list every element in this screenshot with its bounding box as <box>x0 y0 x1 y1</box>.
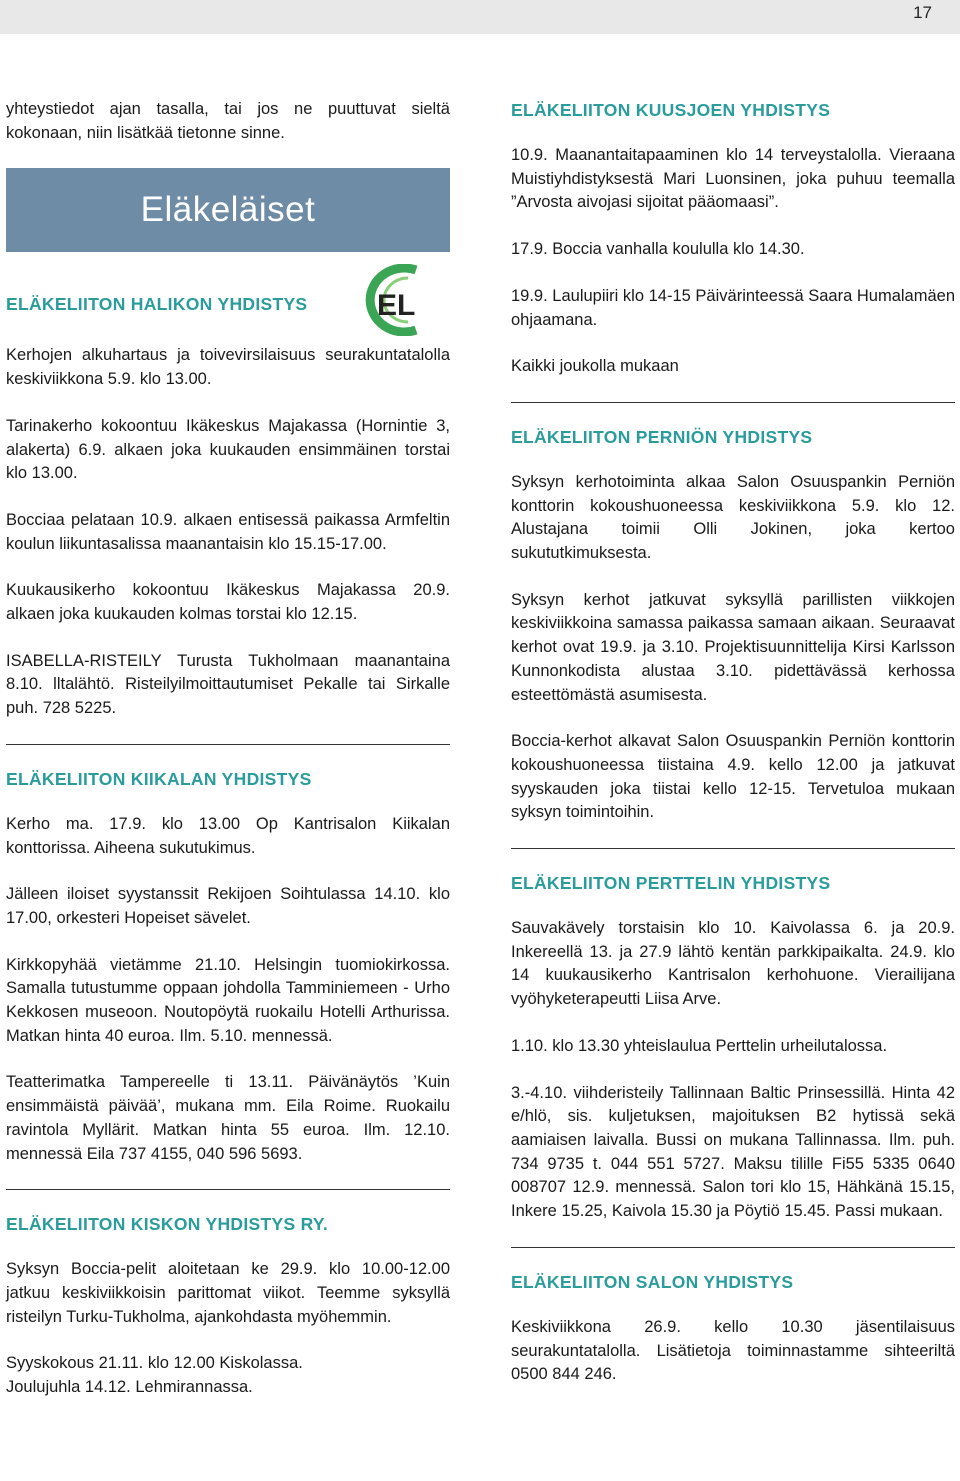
kiikalan-paragraph-2: Jälleen iloiset syystanssit Rekijoen Soihtulassa 14.10. klo 17.00, orkesteri Hopeiset sävelet. <box>6 885 450 927</box>
page-number: 17 <box>913 3 932 22</box>
pernion-paragraph-3: Boccia-kerhot alkavat Salon Osuuspankin Perniön konttorin kokoushuoneessa tiistaina 4.9. kello 12.00 ja jatkuvat syyskauden joka tiistai kello 12-15. Tervetuloa mukaan syksyn toimintoihin. <box>511 732 955 822</box>
kuusjoen-paragraph-3: 19.9. Laulupiiri klo 14-15 Päivärinteessä Saara Humalamäen ohjaamana. <box>511 286 955 329</box>
kiikalan-paragraph-4: Teatterimatka Tampereelle ti 13.11. Päivänäytös ’Kuin ensimmäistä päivää’, mukana mm. Eila Roime. Ruokailu ravintola Myllärit. Matkan hinta 55 euroa. Ilm. 12.10. mennessä Eila 737 4155, 040 596 5693. <box>6 1073 450 1163</box>
halikon-paragraph-3: Bocciaa pelataan 10.9. alkaen entisessä paikassa Armfeltin koulun liikuntasalissa maanantaisin klo 15.15-17.00. <box>6 510 450 553</box>
perttelin-paragraph-1: Sauvakävely torstaisin klo 10. Kaivolassa 6. ja 20.9. Inkereellä 13. ja 27.9 lähtö kentän parkkipaikalta. 24.9. klo 14 kuukausikerho Kantrisalon kerhohuone. Vierailijana vyöhyketerapeutti Liisa Arve. <box>511 919 955 1009</box>
kuusjoen-paragraph-2: 17.9. Boccia vanhalla koululla klo 14.30. <box>511 240 805 259</box>
intro-text: yhteystiedot ajan tasalla, tai jos ne puuttuvat sieltä kokonaan, niin lisätkää tietonne sinne. <box>6 100 450 142</box>
section-divider <box>6 744 450 745</box>
logo-text: EL <box>377 289 416 323</box>
perttelin-heading: ELÄKELIITON PERTTELIN YHDISTYS <box>511 873 831 894</box>
halikon-paragraph-4: Kuukausikerho kokoontuu Ikäkeskus Majakassa 20.9. alkaen joka kuukauden kolmas torstai klo 12.15. <box>6 581 450 624</box>
right-column <box>511 98 955 1410</box>
header-bar <box>0 0 960 34</box>
halikon-heading: ELÄKELIITON HALIKON YHDISTYS <box>6 294 308 315</box>
elakelaiset-banner <box>6 168 450 252</box>
kiskon-heading: ELÄKELIITON KISKON YHDISTYS RY. <box>6 1214 329 1235</box>
pernion-paragraph-2: Syksyn kerhot jatkuvat syksyllä parillisten viikkojen keskiviikkoina samassa paikassa samaan aikaan. Seuraavat kerhot ovat 19.9. ja 3.10. Projektisuunnittelija Kirsi Karlsson Kunnonkodista alustaa 3.10. pidettävässä kerhossa esteettömästä asumisesta. <box>511 590 955 704</box>
kiikalan-paragraph-1: Kerho ma. 17.9. klo 13.00 Op Kantrisalon Kiikalan konttorissa. Aiheena sukutukimus. <box>6 814 450 857</box>
halikon-heading-row <box>6 262 450 344</box>
el-logo-icon <box>346 264 442 336</box>
section-divider <box>511 402 955 403</box>
banner-title: Eläkeläiset <box>140 190 316 230</box>
perttelin-paragraph-3: 3.-4.10. viihderisteily Tallinnaan Baltic Prinsessillä. Hinta 42 e/hlö, sis. kuljetuksen, majoituksen B2 hytissä sekä aamiaisen laivalla. Bussi on mukana Tallinnassa. Ilm. puh. 734 9735 t. 044 551 5727. Maksu tilille Fi55 5335 0640 008707 12.9. mennessä. Salon tori klo 15, Hähkänä 15.15, Inkere 15.25, Kaivola 15.30 ja Pöytiö 15.45. Passi mukaan. <box>511 1083 955 1221</box>
section-divider <box>511 848 955 849</box>
kiskon-syyskokous: Syyskokous 21.11. klo 12.00 Kiskolassa. <box>6 1354 303 1373</box>
section-divider <box>511 1247 955 1248</box>
salon-paragraph-1: Keskiviikkona 26.9. kello 10.30 jäsentilaisuus seurakuntatalolla. Lisätietoja toiminnastamme sihteeriltä 0500 844 246. <box>511 1317 955 1384</box>
pernion-paragraph-1: Syksyn kerhotoiminta alkaa Salon Osuuspankin Perniön konttorin kokoushuoneessa keskiviikkona 5.9. klo 12. Alustajana toimii Olli Jokinen, joka kertoo sukututkimuksesta. <box>511 472 955 563</box>
kiskon-joulujuhla: Joulujuhla 14.12. Lehmirannassa. <box>6 1378 253 1397</box>
kiskon-paragraph-2 <box>6 1352 450 1399</box>
kiskon-paragraph-1: Syksyn Boccia-pelit aloitetaan ke 29.9. klo 10.00-12.00 jatkuu keskiviikkoisin parittomat viikot. Teemme syksyllä risteilyn Turku-Tukholma, ajankohdasta myöhemmin. <box>6 1260 450 1326</box>
kiikalan-paragraph-3: Kirkkopyhää vietämme 21.10. Helsingin tuomiokirkossa. Samalla tutustumme oppaan johdolla Tamminiemeen - Urho Kekkosen museoon. Noutopöytä ruokailu Hotelli Arthurissa. Matkan hinta 40 euroa. Ilm. 5.10. mennessä. <box>6 955 450 1045</box>
left-column <box>6 98 450 1423</box>
halikon-paragraph-5: ISABELLA-RISTEILY Turusta Tukholmaan maanantaina 8.10. lltalähtö. Risteilyilmoittautumiset Pekalle tai Sirkalle puh. 728 5225. <box>6 651 450 718</box>
perttelin-paragraph-2: 1.10. klo 13.30 yhteislaulua Perttelin urheilutalossa. <box>511 1036 888 1055</box>
kuusjoen-paragraph-4: Kaikki joukolla mukaan <box>511 357 679 376</box>
section-divider <box>6 1189 450 1190</box>
pernion-heading: ELÄKELIITON PERNIÖN YHDISTYS <box>511 426 813 447</box>
halikon-paragraph-1: Kerhojen alkuhartaus ja toivevirsilaisuus seurakuntatalolla keskiviikkona 5.9. klo 13.00. <box>6 346 450 389</box>
salon-heading: ELÄKELIITON SALON YHDISTYS <box>511 1271 794 1292</box>
halikon-paragraph-2: Tarinakerho kokoontuu Ikäkeskus Majakassa (Hornintie 3, alakerta) 6.9. alkaen joka kuukauden ensimmäinen torstai klo 13.00. <box>6 416 450 483</box>
kiikalan-heading: ELÄKELIITON KIIKALAN YHDISTYS <box>6 768 312 789</box>
kuusjoen-paragraph-1: 10.9. Maanantaitapaaminen klo 14 terveystalolla. Vieraana Muistiyhdistyksestä Mari Luonsinen, joka puhuu teemalla ”Arvosta aivojasi sijoitat pääomaasi”. <box>511 146 955 212</box>
kuusjoen-heading: ELÄKELIITON KUUSJOEN YHDISTYS <box>511 100 831 120</box>
